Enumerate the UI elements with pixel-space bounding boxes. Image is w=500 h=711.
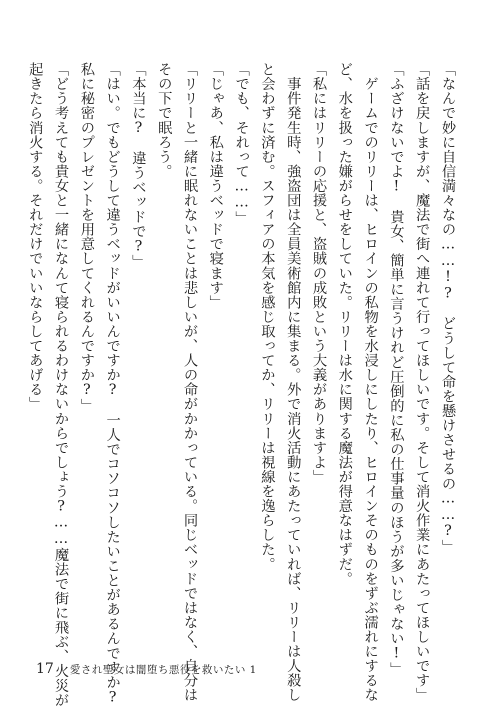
text-line: 「ふざけないでよ! 貴女、簡単に言うけれど圧倒的に私の仕事量のほうが多いじゃない!」 bbox=[388, 62, 405, 677]
text-line: 起きたら消火する。それだけでいいならしてあげる」 bbox=[27, 62, 44, 412]
page-footer bbox=[36, 661, 257, 677]
text-line: ゲームでのリリーは、ヒロインの私物を水浸しにしたり、ヒロインそのものをずぶ濡れにするな bbox=[362, 62, 379, 703]
text-line: 私に秘密のプレゼントを用意してくれるんですか?」 bbox=[78, 62, 95, 413]
text-line: ど、水を扱った嫌がらせをしていた。リリーは水に関する魔法が得意なはずだ。 bbox=[336, 62, 353, 586]
text-line: 「でも、それって……」 bbox=[233, 62, 250, 226]
text-line: 「どう考えても貴女と一緒になんて寝られるわけないからでしょう?……魔法で街に飛ぶ、火災が bbox=[53, 62, 70, 708]
text-line: 「話を戻しますが、魔法で街へ連れて行ってほしいです。そして消火作業にあたってほしいです」 bbox=[414, 62, 431, 703]
text-line: 「はい。でもどうして違うベッドがいいんですか? 一人でコソコソしたいことがあるんですか? bbox=[104, 62, 121, 706]
running-book-title: 愛され聖女は闇堕ち悪役を救いたい 1 bbox=[69, 664, 257, 676]
text-line: 「私にはリリーの応援と、盗賊の成敗という大義がありますよ」 bbox=[311, 62, 328, 484]
text-line: と会わずに済む。スフィアの本気を感じ取ってか、リリーは視線を逸らした。 bbox=[259, 62, 276, 572]
text-line: 事件発生時、強盗団は全員美術館内に集まる。外で消火活動にあたっていれば、リリーは人殺し bbox=[285, 62, 302, 703]
text-line: 「本当に? 違うベッドで?」 bbox=[130, 62, 147, 270]
text-line: 「なんで妙に自信満々なの……!? どうして命を懸けさせるの……?」 bbox=[440, 62, 456, 555]
page-number: 17 bbox=[36, 661, 54, 677]
text-line: 「リリーと一緒に眠れないことは悲しいが、人の命がかかっている。同じベッドではなく、自分は bbox=[182, 62, 199, 703]
text-line: 「じゃあ、私は違うベッドで寝ます」 bbox=[207, 62, 224, 310]
text-line: その下で眠ろう。 bbox=[156, 62, 173, 179]
